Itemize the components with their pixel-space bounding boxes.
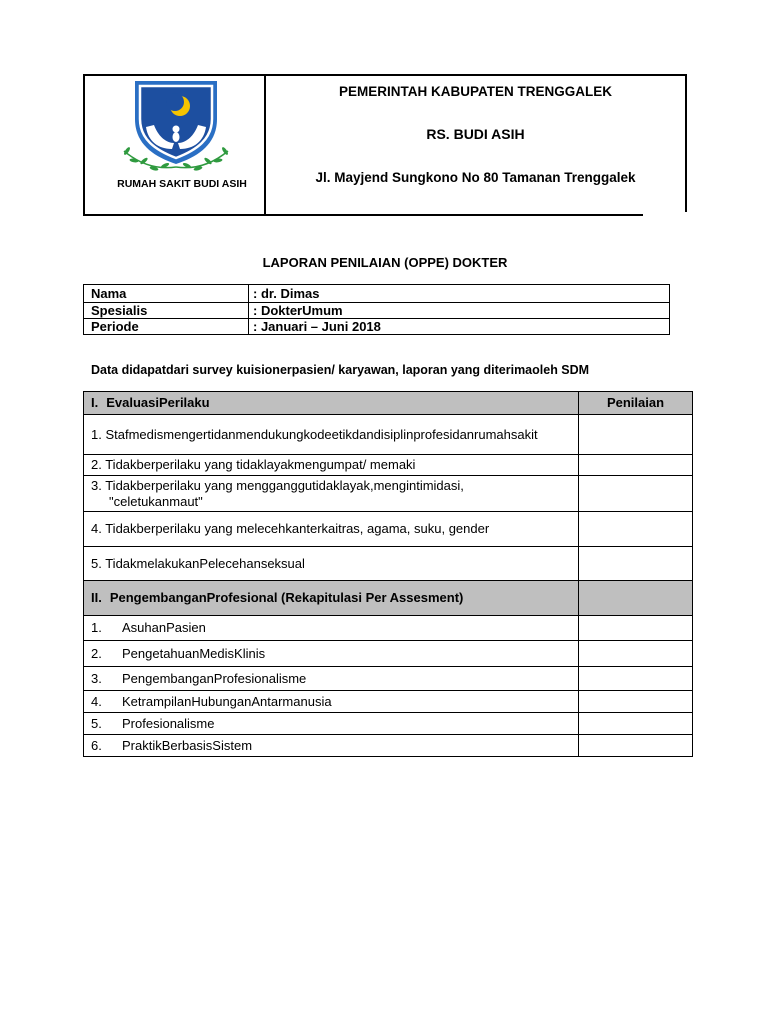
criterion-row: [84, 414, 692, 454]
criterion-cell: [84, 667, 578, 690]
logo-caption: RUMAH SAKIT BUDI ASIH: [117, 178, 247, 190]
criterion-cell: [84, 713, 578, 734]
score-cell[interactable]: [578, 735, 692, 756]
info-label: Periode: [91, 319, 139, 334]
table-header-row: [84, 580, 692, 615]
section-title: PengembanganProfesional (Rekapitulasi Per Assesment): [109, 590, 464, 605]
criterion-row: [84, 454, 692, 475]
section-header-score-cell: [578, 581, 692, 615]
criterion-cell: [84, 547, 578, 580]
criterion-text: 5. TidakmelakukanPelecehanseksual: [91, 555, 305, 571]
hospital-logo: [120, 79, 232, 171]
score-cell[interactable]: [578, 616, 692, 640]
criterion-row: [84, 666, 692, 690]
criterion-text-continuation: "celetukanmaut": [109, 493, 203, 509]
report-title: LAPORAN PENILAIAN (OPPE) DOKTER: [262, 255, 508, 270]
criterion-cell: [84, 512, 578, 546]
criterion-row: [84, 690, 692, 712]
letterhead-hospital-name: RS. BUDI ASIH: [426, 126, 525, 142]
section-number: II.: [91, 590, 102, 605]
criterion-number: 1.: [91, 620, 102, 635]
score-column-header: Penilaian: [578, 392, 692, 414]
doctor-info-table: [83, 284, 670, 335]
letterhead-government-name: PEMERINTAH KABUPATEN TRENGGALEK: [339, 84, 612, 99]
criterion-number: 6.: [91, 737, 102, 753]
score-cell[interactable]: [578, 415, 692, 454]
score-cell[interactable]: [578, 667, 692, 690]
info-value: : Januari – Juni 2018: [248, 319, 669, 334]
info-value: : DokterUmum: [248, 303, 669, 318]
criterion-text: 2. Tidakberperilaku yang tidaklayakmengumpat/ memaki: [91, 457, 416, 472]
criterion-number: 3.: [91, 670, 102, 686]
criterion-number: 4.: [91, 693, 102, 709]
section-header-cell: [84, 581, 578, 615]
criterion-row: [84, 615, 692, 640]
evaluation-table: [83, 391, 693, 757]
criterion-cell: [84, 616, 578, 640]
criterion-row: [84, 475, 692, 511]
letterhead-border-top: [83, 74, 687, 76]
letterhead-border-right: [685, 74, 687, 212]
criterion-text: PengembanganProfesionalisme: [122, 670, 307, 686]
survey-source-note: Data didapatdari survey kuisionerpasien/ karyawan, laporan yang diterimaoleh SDM: [91, 363, 590, 377]
criterion-number: 2.: [91, 645, 102, 661]
criterion-cell: [84, 415, 578, 454]
letterhead-border-bottom: [83, 214, 643, 216]
score-cell[interactable]: [578, 641, 692, 666]
score-cell[interactable]: [578, 713, 692, 734]
info-value: : dr. Dimas: [248, 285, 669, 302]
info-label: Spesialis: [91, 303, 148, 318]
criterion-cell: [84, 455, 578, 475]
criterion-row: [84, 511, 692, 546]
criterion-cell: [84, 691, 578, 712]
score-cell[interactable]: [578, 547, 692, 580]
letterhead-address: Jl. Mayjend Sungkono No 80 Tamanan Trenggalek: [315, 170, 636, 185]
criterion-row: [84, 546, 692, 580]
criterion-text: Profesionalisme: [122, 715, 215, 731]
criterion-number: 5.: [91, 715, 102, 731]
info-label: Nama: [91, 286, 127, 301]
criterion-row: [84, 712, 692, 734]
criterion-text: KetrampilanHubunganAntarmanusia: [122, 693, 332, 709]
criterion-cell: [84, 476, 578, 511]
criterion-text: 4. Tidakberperilaku yang melecehkanterkaitras, agama, suku, gender: [91, 521, 490, 536]
section-title: EvaluasiPerilaku: [106, 395, 210, 410]
info-row-spesialis: [84, 302, 669, 318]
criterion-row: [84, 640, 692, 666]
criterion-cell: [84, 735, 578, 756]
criterion-text: 1. Stafmedismengertidanmendukungkodeetikdandisiplinprofesidanrumahsakit: [91, 426, 538, 442]
criterion-row: [84, 734, 692, 756]
criterion-text: AsuhanPasien: [122, 620, 206, 635]
section-number: I.: [91, 395, 99, 410]
info-row-nama: [84, 285, 669, 302]
letterhead-border-left: [83, 74, 85, 216]
score-cell[interactable]: [578, 512, 692, 546]
info-row-periode: [84, 318, 669, 334]
score-cell[interactable]: [578, 455, 692, 475]
section-header-cell: [84, 392, 578, 414]
criterion-cell: [84, 641, 578, 666]
table-header-row: [84, 392, 692, 414]
score-cell[interactable]: [578, 476, 692, 511]
score-cell[interactable]: [578, 691, 692, 712]
criterion-text: PengetahuanMedisKlinis: [122, 645, 266, 661]
criterion-text: PraktikBerbasisSistem: [122, 737, 253, 753]
criterion-text: 3. Tidakberperilaku yang mengganggutidaklayak,mengintimidasi,: [91, 477, 464, 493]
